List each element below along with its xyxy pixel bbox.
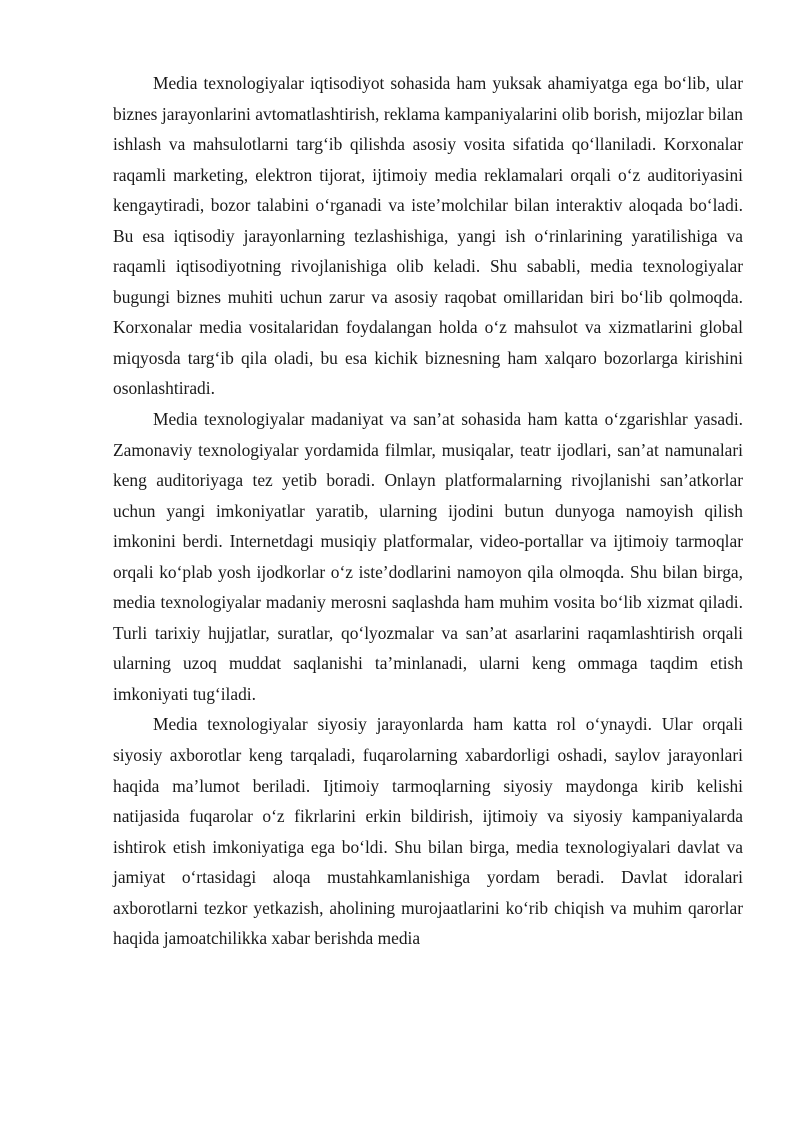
paragraph-economy: Media texnologiyalar iqtisodiyot sohasida ham yuksak ahamiyatga ega bo‘lib, ular biznes jarayonlarini avtomatlashtirish, reklama kampaniyalarini olib borish, mijozlar bilan ishlash va mahsulotlarni targ‘ib qilishda asosiy vosita sifatida qo‘llaniladi. Korxonalar raqamli marketing, elektron tijorat, ijtimoiy media reklamalari orqali o‘z auditoriyasini kengaytiradi, bozor talabini o‘rganadi va iste’molchilar bilan interaktiv aloqada bo‘ladi. Bu esa iqtisodiy jarayonlarning tezlashishiga, yangi ish o‘rinlarining yaratilishiga va raqamli iqtisodiyotning rivojlanishiga olib keladi. Shu sababli, media texnologiyalar bugungi biznes muhiti uchun zarur va asosiy raqobat omillaridan biri bo‘lib qolmoqda. Korxonalar media vositalaridan foydalangan holda o‘z mahsulot va xizmatlarini global miqyosda targ‘ib qila oladi, bu esa kichik biznesning ham xalqaro bozorlarga kirishini osonlashtiradi. [113, 73, 743, 399]
paragraph-politics: Media texnologiyalar siyosiy jarayonlarda ham katta rol o‘ynaydi. Ular orqali siyosiy axborotlar keng tarqaladi, fuqarolarning xabardorligi oshadi, saylov jarayonlari haqida ma’lumot beriladi. Ijtimoiy tarmoqlarning siyosiy maydonga kirib kelishi natijasida fuqarolar o‘z fikrlarini erkin bildirish, ijtimoiy va siyosiy kampaniyalarda ishtirok etish imkoniyatiga ega bo‘ldi. Shu bilan birga, media texnologiyalari davlat va jamiyat o‘rtasidagi aloqa mustahkamlanishiga yordam beradi. Davlat idoralari axborotlarni tezkor yetkazish, aholining murojaatlarini ko‘rib chiqish va muhim qarorlar haqida jamoatchilikka xabar berishda media [113, 714, 743, 949]
paragraph-culture: Media texnologiyalar madaniyat va san’at sohasida ham katta o‘zgarishlar yasadi. Zamonaviy texnologiyalar yordamida filmlar, musiqalar, teatr ijodlari, san’at namunalari keng auditoriyaga tez yetib boradi. Onlayn platformalarning rivojlanishi san’atkorlar uchun yangi imkoniyatlar yaratib, ularning ijodini butun dunyoga namoyish qilish imkonini berdi. Internetdagi musiqiy platformalar, video-portallar va ijtimoiy tarmoqlar orqali ko‘plab yosh ijodkorlar o‘z iste’dodlarini namoyon qila olmoqda. Shu bilan birga, media texnologiyalar madaniy merosni saqlashda ham muhim vosita bo‘lib xizmat qiladi. Turli tarixiy hujjatlar, suratlar, qo‘lyozmalar va san’at asarlarini raqamlashtirish orqali ularning uzoq muddat saqlanishi ta’minlanadi, ularni keng ommaga taqdim etish imkoniyati tug‘iladi. [113, 409, 743, 704]
body-text [113, 68, 743, 954]
